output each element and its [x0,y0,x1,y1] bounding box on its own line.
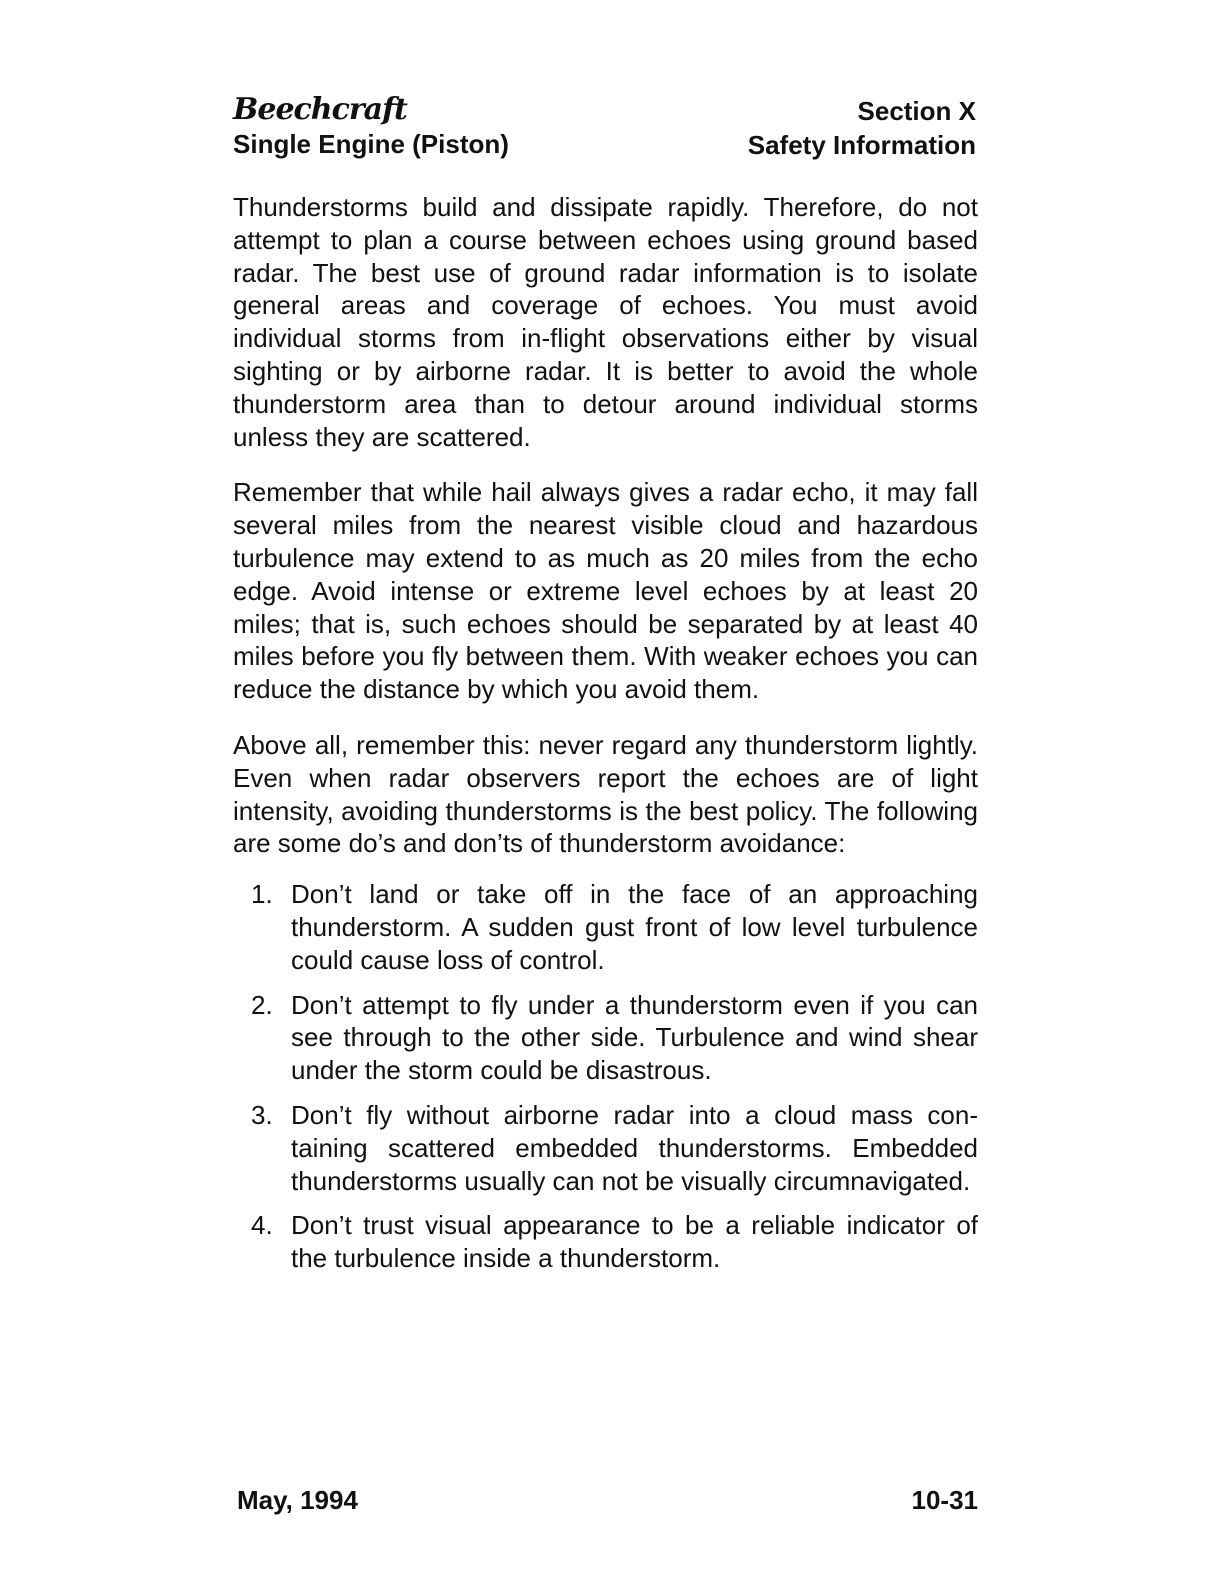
list-item-number: 2. [251,989,273,1020]
paragraph: Above all, remember this: never regard any thunderstorm lightly. Even when radar observers report the echoes are of light intensity, avoiding thunderstorms is the best policy. The following are some do’s and don’ts of thunderstorm avoidance: [233,729,978,859]
list-item-text: Don’t attempt to fly under a thunderstorm even if you can see through to the other side. Turbulence and wind shear under the storm could be disastrous. [291,989,978,1086]
paragraph: Thunderstorms build and dissipate rapidly. Therefore, do not attempt to plan a course between echoes using ground based radar. The best use of ground radar information is to isolate general areas and coverage of echoes. You must avoid individual storms from in-flight observations either by visual sighting or by airborne radar. It is better to avoid the whole thunderstorm area than to detour around individual storms unless they are scattered. [233,192,978,452]
page-number: 10-31 [911,1485,978,1515]
list-item [233,1209,978,1275]
list-item [233,878,978,976]
beechcraft-logo: Beechcraft [233,92,407,127]
list-item [233,1099,978,1197]
list-item-text: Don’t fly without airborne radar into a cloud mass containing scattered embedded thunderstorms. Embedded thunderstorms usually can not be visually circumnavigated. [291,1099,978,1196]
section-number: Section X [857,96,976,126]
list-item-number: 4. [251,1210,273,1241]
footer-date: May, 1994 [237,1485,358,1515]
list-item-text: Don’t trust visual appearance to be a reliable indicator of the turbulence inside a thunderstorm. [291,1210,978,1274]
list-item-number: 1. [251,879,273,910]
list-item-number: 3. [251,1099,273,1130]
list-item [233,989,978,1087]
model-subtitle: Single Engine (Piston) [233,129,509,159]
header-right [748,94,976,162]
section-title: Safety Information [747,130,976,160]
list-item-text: Don’t land or take off in the face of an approaching thunderstorm. A sudden gust front of low level turbulence could cause loss of control. [291,879,978,975]
paragraph: Remember that while hail always gives a radar echo, it may fall several miles from the nearest visible cloud and hazardous turbulence may extend to as much as 20 miles from the echo edge. Avoid intense or extreme level echoes by at least 20 miles; that is, such echoes should be separated by at least 40 miles before you fly between them. With weaker echoes you can reduce the distance by which you avoid them. [233,477,978,705]
header-left [233,92,509,160]
body-text [233,191,978,1287]
avoidance-list [233,878,978,1275]
